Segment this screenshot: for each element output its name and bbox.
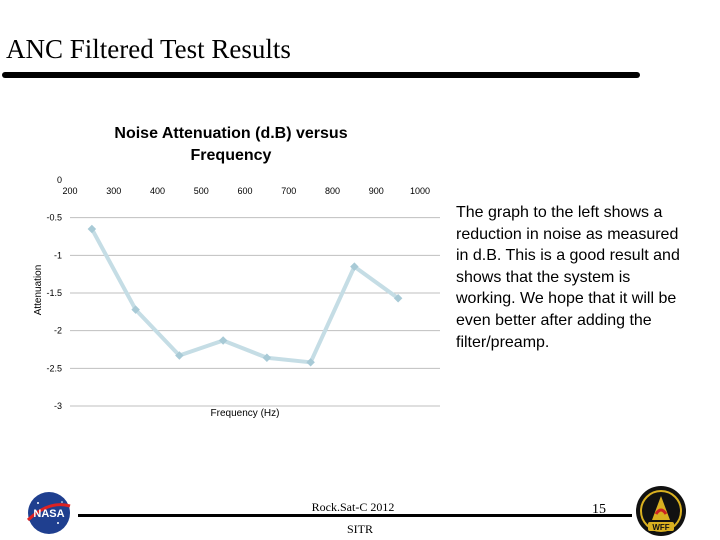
y-tick-label: -2.5	[46, 363, 62, 374]
y-tick-label: -1.5	[46, 288, 62, 298]
footer-team: SITR	[346, 522, 373, 536]
y-tick-label: -3	[53, 401, 62, 411]
nasa-logo	[24, 490, 74, 536]
results-description: The graph to the left shows a reduction in noise as measured in d.B. This is a good result and shows that the system is working. We hope that it will be even better after adding the filter/preamp.	[456, 204, 680, 351]
x-tick-label: 300	[106, 186, 122, 196]
footer-rule	[78, 514, 632, 517]
x-tick-label: 400	[149, 186, 166, 196]
footer-program: Rock.Sat-C 2012	[311, 500, 395, 514]
y-tick-label: -2	[53, 325, 62, 336]
attenuation-chart	[0, 160, 450, 430]
svg-text:WFF: WFF	[652, 523, 670, 532]
x-tick-label: 600	[237, 186, 253, 196]
series-line	[92, 229, 398, 362]
grid-layer	[70, 218, 440, 406]
y-tick-label: 0	[56, 175, 62, 185]
page-number: 15	[592, 502, 606, 517]
svg-text:NASA: NASA	[33, 508, 65, 520]
x-tick-label: 500	[193, 186, 209, 196]
y-tick-label: -1	[53, 250, 62, 261]
x-tick-label: 200	[62, 186, 78, 196]
y-axis-label: Attenuation	[33, 264, 44, 316]
x-tick-label: 900	[368, 186, 384, 196]
x-axis-label: Frequency (Hz)	[210, 408, 280, 419]
x-tick-label: 700	[281, 186, 297, 196]
chart-title: Noise Attenuation (d.B) versus Frequency	[114, 125, 348, 164]
slide-title: ANC Filtered Test Results	[6, 34, 291, 64]
series-layer	[88, 225, 403, 367]
y-tick-labels	[46, 175, 62, 411]
title-underline	[2, 72, 640, 78]
y-tick-label: -0.5	[46, 212, 62, 223]
x-tick-label: 1000	[409, 186, 431, 196]
x-tick-labels	[62, 186, 430, 196]
wff-logo	[634, 484, 688, 538]
x-tick-label: 800	[324, 186, 341, 196]
